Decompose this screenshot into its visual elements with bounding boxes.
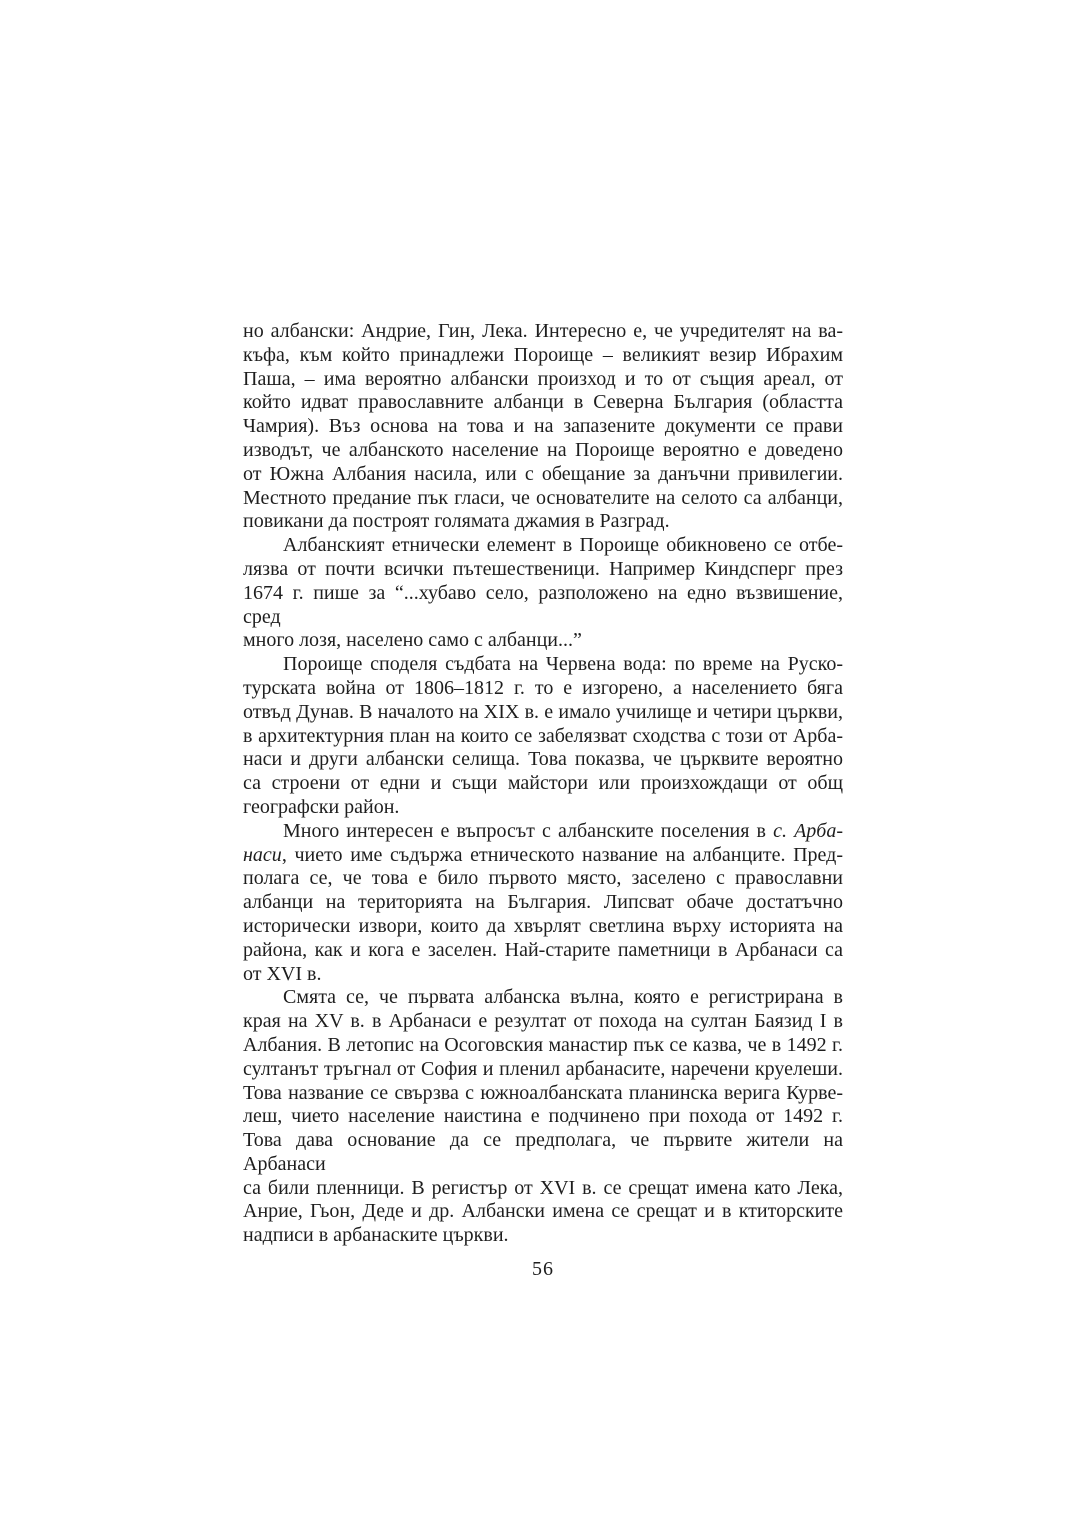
text-line: [243, 1105, 843, 1129]
text-run: Чамрия). Въз основа на това и на запазените документи се прави: [243, 415, 843, 438]
text-run: са строени от едни и същи майстори или произхождащи от общ: [243, 772, 843, 795]
text-run: наси: [243, 843, 282, 866]
text-run: са били пленници. В регистър от XVI в. се срещат имена като Лека,: [243, 1176, 843, 1199]
text-run: отвъд Дунав. В началото на XIX в. е имало училище и четири църкви,: [243, 700, 843, 723]
text-line: [243, 986, 843, 1010]
text-line: [243, 1224, 843, 1248]
text-line: [243, 1129, 843, 1177]
text-run: края на XV в. в Арбанаси е резултат от похода на султан Баязид I в: [243, 1010, 843, 1033]
text-line: [243, 582, 843, 630]
page-number: 56: [532, 1258, 554, 1281]
text-run: надписи в арбанаските църкви.: [243, 1224, 509, 1247]
paragraph: [243, 986, 843, 1248]
text-line: [243, 939, 843, 963]
text-line: [243, 1010, 843, 1034]
text-run: от XVI в.: [243, 962, 322, 985]
text-line: [243, 368, 843, 392]
text-run: къфа, към който принадлежи Пороище – великият везир Ибрахим: [243, 343, 843, 366]
text-line: [243, 1177, 843, 1201]
text-line: [243, 844, 843, 868]
text-run: Местното предание пък гласи, че основателите на селото са албанци,: [243, 486, 843, 509]
text-block: [243, 320, 843, 1282]
text-line: [243, 534, 843, 558]
text-line: [243, 867, 843, 891]
text-line: [243, 463, 843, 487]
paragraph: [243, 534, 843, 653]
text-line: [243, 915, 843, 939]
paragraph: [243, 320, 843, 534]
text-run: Това название се свързва с южноалбанската планинска верига Курве-: [243, 1081, 843, 1104]
text-run: Албанският етнически елемент в Пороище обикновено се отбе-: [283, 534, 843, 557]
text-run: много лозя, населено само с албанци...”: [243, 629, 582, 652]
text-line: [243, 558, 843, 582]
text-line: [243, 629, 843, 653]
text-run: от Южна Албания насила, или с обещание за данъчни привилегии.: [243, 462, 843, 485]
text-line: [243, 1034, 843, 1058]
text-run: който идват православните албанци в Северна България (областта: [243, 391, 843, 414]
text-line: [243, 653, 843, 677]
text-run: с. Арба-: [773, 819, 844, 842]
text-line: [243, 891, 843, 915]
text-run: Анрие, Гьон, Деде и др. Албански имена се срещат и в ктиторските: [243, 1200, 843, 1223]
text-run: Паша, – има вероятно албански произход и то от същия ареал, от: [243, 367, 843, 390]
text-line: [243, 439, 843, 463]
paragraphs-container: [243, 320, 843, 1248]
text-line: [243, 1200, 843, 1224]
text-line: [243, 748, 843, 772]
text-line: [243, 320, 843, 344]
text-line: [243, 820, 843, 844]
text-run: албанци на територията на България. Липсват обаче достатъчно: [243, 891, 843, 914]
text-run: лязва от почти всички пътешественици. Например Киндсперг през: [243, 557, 843, 580]
text-run: , чието име съдържа етническото название на албанците. Пред-: [281, 843, 843, 866]
paragraph: [243, 820, 843, 987]
text-line: [243, 772, 843, 796]
text-run: Смята се, че първата албанска вълна, която е регистрирана в: [283, 986, 843, 1009]
text-line: [243, 963, 843, 987]
text-line: [243, 796, 843, 820]
text-run: Това дава основание да се предполага, че първите жители на Арбанаси: [243, 1129, 843, 1175]
text-run: в архитектурния план на които се забелязват сходства с този от Арба-: [243, 724, 843, 747]
text-run: султанът тръгнал от София и пленил арбанасите, наречени круелеши.: [243, 1057, 843, 1080]
text-line: [243, 1082, 843, 1106]
text-line: [243, 725, 843, 749]
text-line: [243, 701, 843, 725]
text-line: [243, 677, 843, 701]
text-run: турската война от 1806–1812 г. то е изгорено, а населението бяга: [243, 676, 843, 699]
text-run: изводът, че албанското население на Пороище вероятно е доведено: [243, 438, 843, 461]
text-run: но албански: Андрие, Гин, Лека. Интересно е, че учредителят на ва-: [243, 320, 843, 342]
text-run: Албания. В летопис на Осоговския манастир пък се казва, че в 1492 г.: [243, 1033, 843, 1056]
paragraph: [243, 653, 843, 820]
text-run: Пороище споделя съдбата на Червена вода: по време на Руско-: [283, 653, 843, 676]
text-run: района, как и кога е заселен. Най-старите паметници в Арбанаси са: [243, 938, 843, 961]
text-line: [243, 344, 843, 368]
text-run: 1674 г. пише за “...хубаво село, разположено на едно възвишение, сред: [243, 581, 843, 628]
text-run: леш, чието население наистина е подчинено при похода от 1492 г.: [243, 1105, 843, 1128]
text-line: [243, 487, 843, 511]
text-line: [243, 391, 843, 415]
text-line: [243, 510, 843, 534]
text-line: [243, 1058, 843, 1082]
text-run: полага се, че това е било първото място, заселено с православни: [243, 867, 843, 890]
text-run: Много интересен е въпросът с албанските поселения в: [283, 819, 774, 842]
text-line: [243, 415, 843, 439]
text-run: повикани да построят голямата джамия в Разград.: [243, 510, 670, 533]
text-run: исторически извори, които да хвърлят светлина върху историята на: [243, 914, 843, 937]
text-run: географски район.: [243, 795, 400, 818]
text-run: наси и други албански селища. Това показва, че църквите вероятно: [243, 748, 843, 771]
